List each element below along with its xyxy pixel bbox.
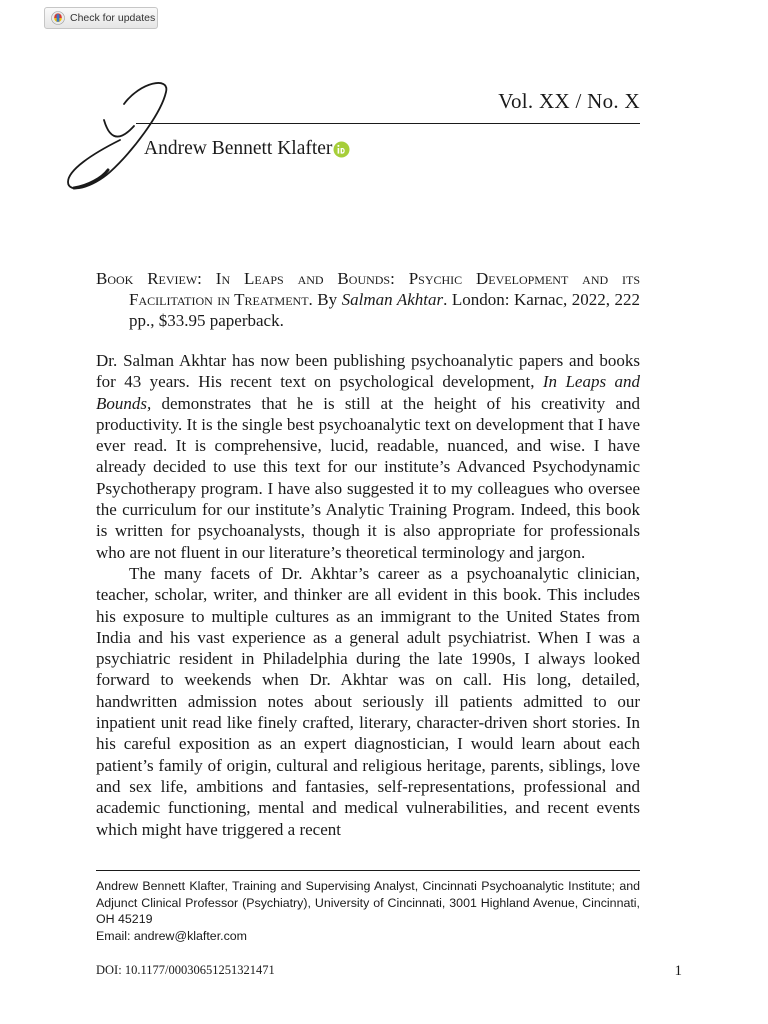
volume-issue: Vol. XX / No. X — [498, 89, 640, 113]
book-review-heading — [96, 268, 640, 331]
journal-j-logo — [62, 74, 172, 194]
paragraph-1-text-b: demonstrates that he is still at the height of his creativity and productivity. It is the single best psychoanalytic text on development that I have ever read. It is comprehensive, lucid, readable, nuanced, and wise. I have already decided to use this text for our institute’s Advanced Psychodynamic Psychotherapy program. I have also suggested it to my colleagues who oversee the curriculum for our institute’s Analytic Training Program. Indeed, this book is written for psychoanalysts, though it is also appropriate for professionals who are not fluent in our literature’s theoretical terminology and jargon. — [96, 393, 640, 562]
by-text: . By — [308, 290, 342, 309]
crossmark-icon — [51, 11, 65, 25]
review-body — [96, 350, 640, 840]
paragraph-1 — [96, 350, 640, 563]
paragraph-2: The many facets of Dr. Akhtar’s career as a psychoanalytic clinician, teacher, scholar, writer, and thinker are all evident in this book. This includes his exposure to multiple cultures as an immigrant to the United States from India and his vast experience as a general adult psychiatrist. When I was a psychiatric resident in Philadelphia during the late 1990s, I always looked forward to weekends when Dr. Akhtar was on call. His long, detailed, handwritten admission notes about seriously ill patients admitted to our inpatient unit read like finely crafted, literary, character-driven short stories. In his careful exposition as an expert diagnostician, I would learn about each patient’s family of origin, cultural and religious heritage, parents, siblings, love and sex life, ambitions and fantasies, self-representations, professional and academic functioning, mental and medical vulnerabilities, and recent events which might have triggered a recent — [96, 563, 640, 839]
author-affiliation: Andrew Bennett Klafter, Training and Supervising Analyst, Cincinnati Psychoanalytic Institute; and Adjunct Clinical Professor (Psychiatry), University of Cincinnati, 3001 Highland Avenue, Cincinnati, OH 45219 — [96, 879, 640, 926]
book-title: In Leaps and Bounds: Psychic Development and its Facilitation in Treatment — [129, 269, 641, 309]
page-number: 1 — [674, 963, 682, 979]
check-for-updates-button[interactable] — [44, 7, 158, 29]
doi[interactable]: DOI: 10.1177/00030651251321471 — [96, 963, 275, 977]
check-for-updates-label: Check for updates — [70, 12, 156, 24]
orcid-icon[interactable] — [333, 141, 350, 158]
publication-details: . London: Karnac, 2022, 222 pp., $33.95 paperback. — [129, 290, 641, 330]
author-name: Andrew Bennett Klafter — [144, 138, 333, 159]
paragraph-1-text-a: Dr. Salman Akhtar has now been publishing psychoanalytic papers and books for 43 years. His recent text on psychological development, — [96, 351, 640, 392]
footnote-rule — [96, 870, 640, 871]
book-author: Salman Akhtar — [341, 290, 444, 309]
author-footnote — [96, 878, 640, 944]
book-title-italic: In Leaps and Bounds, — [96, 372, 641, 413]
author-email[interactable]: Email: andrew@klafter.com — [96, 928, 247, 943]
review-label: Book Review: — [96, 269, 202, 288]
author-line — [144, 138, 350, 160]
header-rule — [136, 123, 640, 124]
